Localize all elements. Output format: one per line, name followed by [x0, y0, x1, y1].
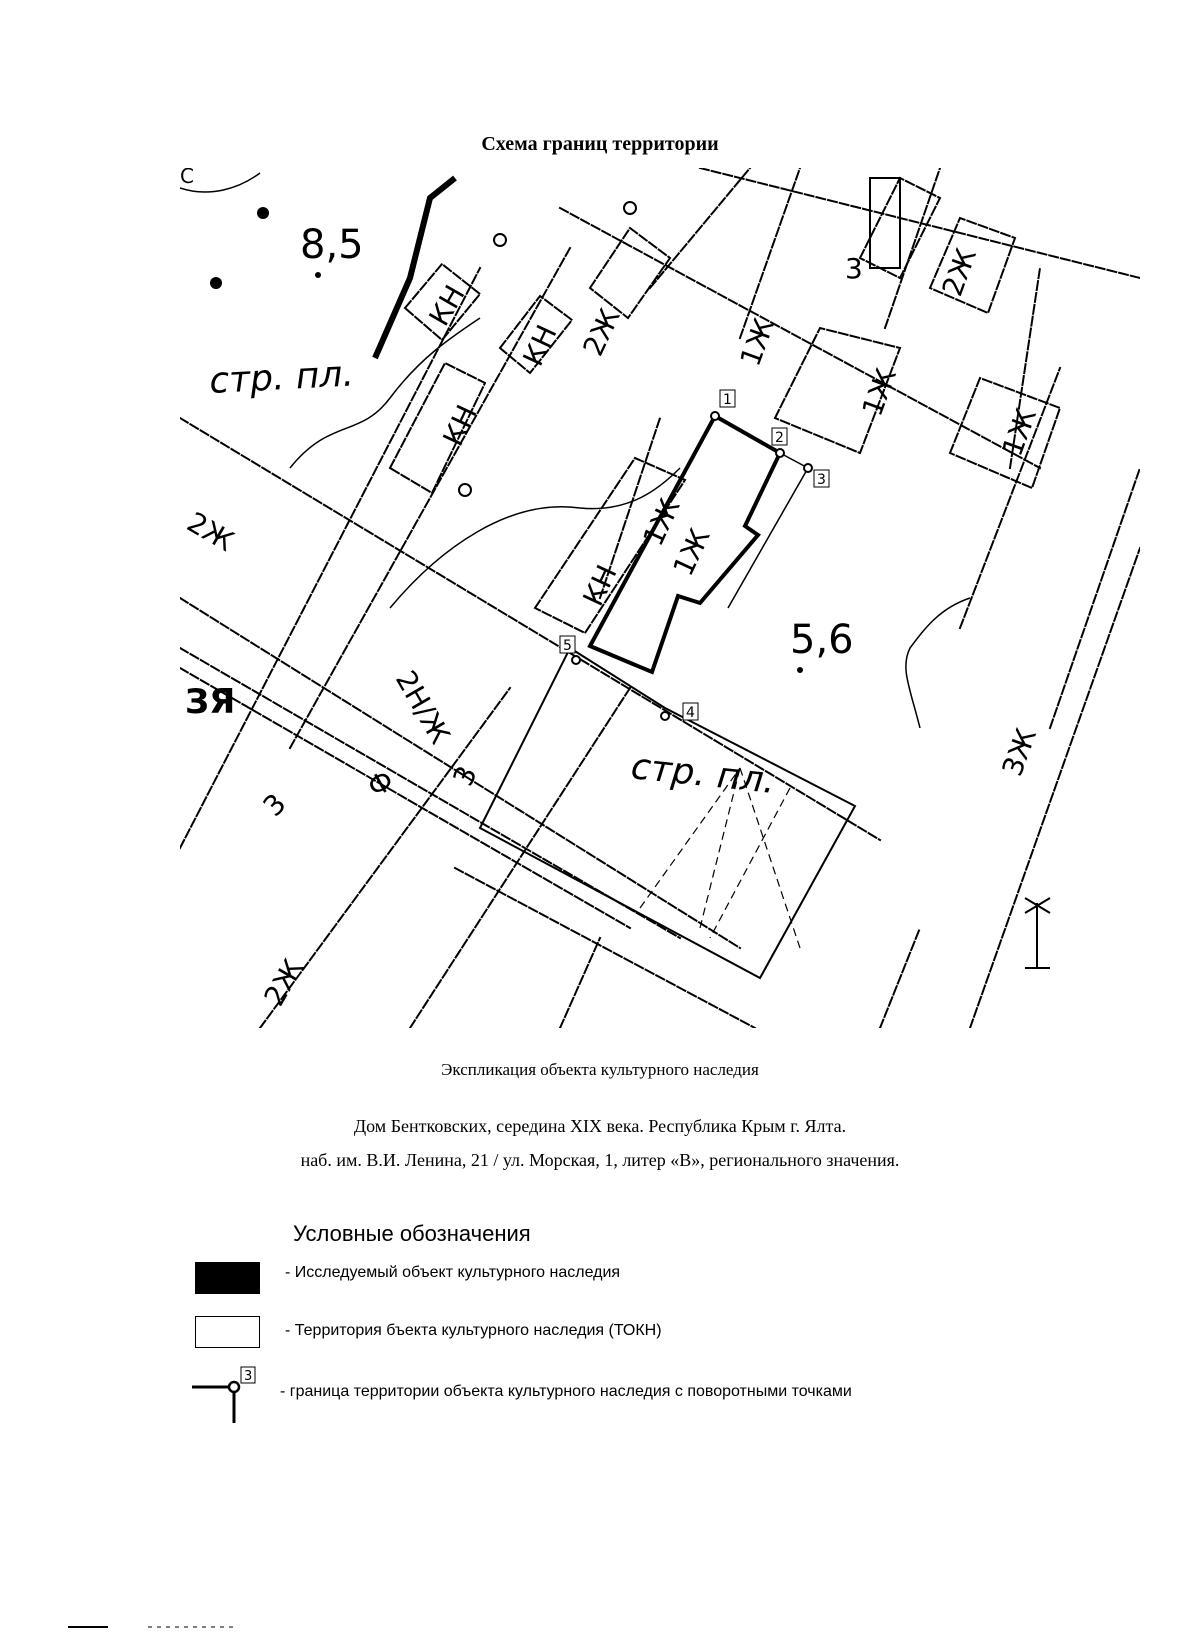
street-label: стр. пл. — [208, 353, 355, 402]
building-label: КН — [576, 559, 624, 611]
hatch-line — [710, 788, 790, 938]
turning-point-label-4: 4 — [686, 705, 695, 721]
turning-point-label-1: 1 — [723, 392, 732, 408]
building-label: 1Ж — [995, 404, 1043, 461]
building-label: 2Ж — [576, 303, 627, 361]
building-label: 2Н/Ж — [388, 665, 457, 750]
terrain-curve — [906, 598, 970, 728]
street-line — [455, 868, 755, 1028]
parcel-line — [970, 548, 1140, 1028]
building-label: Ф — [362, 763, 400, 805]
building-label: 3Ж — [995, 724, 1043, 781]
turning-point-label-3: 3 — [817, 472, 826, 488]
legend-item-studied-object: - Исследуемый объект культурного наследия — [285, 1264, 621, 1281]
building-label: 3 — [256, 787, 293, 823]
elevation-label: 5,6 — [790, 617, 854, 663]
building-label: КН — [436, 399, 484, 451]
legend-item-territory: - Территория бъекта культурного наследия (ТОКН) — [285, 1322, 662, 1339]
legend-item-boundary: - граница территории объекта культурного наследия с поворотными точками — [280, 1383, 852, 1400]
fence-line — [375, 178, 455, 358]
building-label: 2Ж — [935, 244, 983, 301]
object-caption-line-1: Дом Бентковских, середина XIX века. Республика Крым г. Ялта. — [353, 1116, 847, 1136]
explication-heading: Экспликация объекта культурного наследия — [441, 1060, 759, 1079]
building-label: 3 — [845, 252, 863, 285]
elevation-mark — [797, 667, 803, 673]
stairs — [870, 178, 900, 268]
parcel-line — [1050, 468, 1140, 728]
legend-boundary-symbol — [190, 1365, 280, 1425]
tokn-boundary — [480, 648, 855, 978]
building-label: 1Ж — [666, 523, 717, 581]
turning-point-4 — [661, 712, 669, 720]
tree-symbol — [210, 277, 222, 289]
building-outline — [590, 228, 670, 318]
legend-symbol-label: 3 — [244, 1369, 253, 1384]
elevation-mark — [315, 272, 321, 278]
page-title: Схема границ территории — [481, 133, 719, 155]
parcel-line — [290, 248, 570, 748]
building-label: 1Ж — [636, 493, 687, 551]
parcel-line — [880, 928, 920, 1028]
parcel-line — [650, 168, 750, 288]
building-label: 2Ж — [181, 505, 240, 559]
parcel-line — [740, 168, 800, 338]
turning-point-2 — [776, 449, 784, 457]
survey-point — [494, 234, 506, 246]
map-edge-label: ЗЯ — [185, 682, 236, 722]
tree-symbol — [257, 207, 269, 219]
tree-symbol — [1025, 898, 1050, 968]
building-label: 2Ж — [257, 953, 311, 1012]
parcel-line — [560, 938, 600, 1028]
building-label: 3 — [446, 760, 484, 791]
footer-marks — [68, 1624, 238, 1630]
survey-point — [624, 202, 636, 214]
building-label: 1Ж — [855, 364, 903, 421]
elevation-label: 8,5 — [300, 222, 364, 268]
object-caption-line-2: наб. им. В.И. Ленина, 21 / ул. Морская, 1, литер «В», регионального значения. — [300, 1150, 900, 1170]
legend-swatch-territory — [195, 1316, 260, 1348]
building-label: КН — [516, 319, 564, 371]
map-edge-label: С — [180, 168, 194, 188]
turning-point-3 — [804, 464, 812, 472]
cadastral-map — [180, 168, 1140, 1028]
building-label: КН — [422, 279, 472, 332]
turning-point-label-2: 2 — [775, 430, 784, 446]
turning-point-label-5: 5 — [563, 638, 572, 654]
turning-point-5 — [572, 656, 580, 664]
survey-point — [459, 484, 471, 496]
building-label: 1Ж — [733, 314, 781, 371]
turning-point-1 — [711, 412, 719, 420]
legend-swatch-studied-object — [195, 1262, 260, 1294]
street-label: стр. пл. — [629, 746, 778, 803]
legend-title: Условные обозначения — [293, 1221, 531, 1246]
